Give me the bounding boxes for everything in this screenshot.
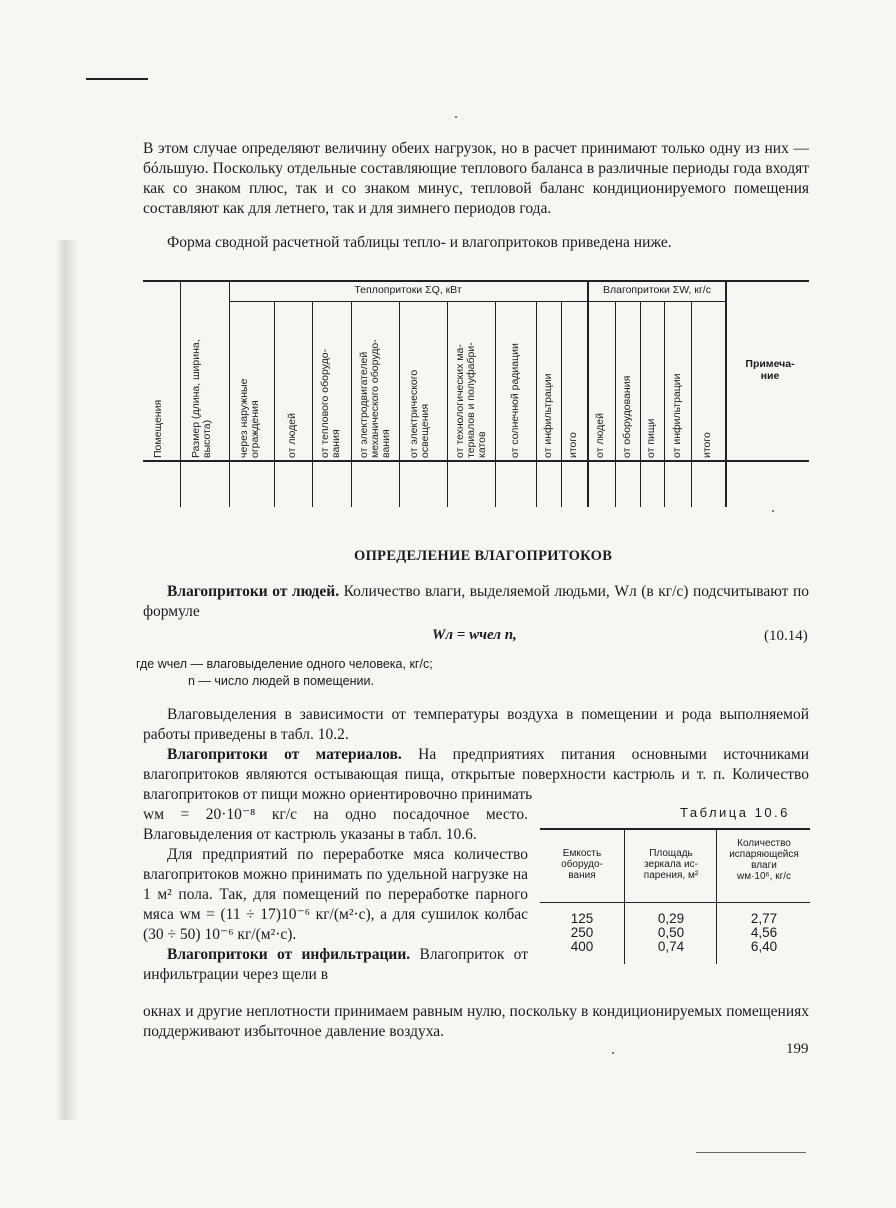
col-divider [399,302,400,507]
col-size-header: Размер (длина, ширина, высота) [190,339,213,458]
materials-paragraph [143,745,809,805]
table-10-6 [540,828,810,964]
col-moist-3: от пищи [645,418,657,458]
materials-wm-line: wм = 20·10⁻⁸ кг/с на одно посадочное место. Влаговыделения от кастрюль указаны в табл. 10.6. [143,806,528,843]
formula-wl: Wл = wчел n, [432,627,517,643]
bottom-rule [696,1152,806,1153]
materials-text: На предприятиях питания основными источниками влагопритоков являются остывающая пища, открытые поверхности кастрюль и т. п. Количество влагопритоков от пищи можно ориентировочно принимать [143,746,809,803]
group-heat-header: Теплопритоки ΣQ, кВт [354,284,462,296]
intro-p2: Форма сводной расчетной таблицы тепло- и влагопритоков приведена ниже. [167,234,672,251]
infiltration-lead: Влагопритоки от инфильтрации. [167,946,411,963]
col-heat-2: от людей [286,413,298,458]
section-heading: ОПРЕДЕЛЕНИЕ ВЛАГОПРИТОКОВ [354,548,613,564]
t106-row-2-moisture: 4,56 [750,925,778,940]
col-divider [615,302,616,507]
col-moist-5: итого [701,432,713,458]
col-divider [447,302,448,507]
materials-left-column [143,805,528,985]
t106-row-3-capacity: 400 [570,939,594,954]
top-rule [86,78,148,80]
col-moist-4: от инфильтрации [671,373,683,458]
t106-row-1-capacity: 125 [570,911,594,926]
legend-line-2: n — число людей в помещении. [188,674,374,688]
people-lead: Влагопритоки от людей. [167,583,340,600]
equation-number: (10.14) [764,628,808,644]
col-divider [561,302,562,507]
t106-header-capacity: Емкость оборудо- вания [561,848,603,881]
group-moisture-header: Влагопритоки ΣW, кг/с [603,284,711,296]
t106-row-2-capacity: 250 [570,925,594,940]
col-divider [664,302,665,507]
t106-row-1-area: 0,29 [657,911,685,926]
table-header-bottom-rule [143,460,809,462]
col-heat-9: итого [567,432,579,458]
t106-header-rule [540,902,810,903]
scan-speck [455,116,457,118]
infiltration-text-b: окнах и другие неплотности принимаем равным нулю, поскольку в кондиционируемых помещениях поддерживают избыточное давление воздуха. [143,1003,809,1040]
col-divider [180,280,181,507]
col-heat-1: через наружные ограждения [238,378,261,458]
t106-row-3-moisture: 6,40 [750,939,778,954]
materials-meat: Для предприятий по переработке мяса количество влагопритоков можно принимать по удельной нагрузке на 1 м² пола. Так, для помещений по переработке парного мяса wм = (11 ÷ 17)10⁻⁶ кг/(м²·с), а для сушилок колбас (30 ÷ 50) 10⁻⁶ кг/(м²·с). [143,846,528,943]
col-divider [587,280,589,507]
col-moist-1: от людей [594,413,606,458]
col-heat-8: от инфильтрации [542,373,554,458]
scan-speck [772,510,774,512]
infiltration-continued [143,1002,809,1042]
table-10-6-caption: Таблица 10.6 [680,805,790,820]
col-heat-3: от теплового оборудо- вания [319,348,342,458]
intro-paragraph-2 [143,233,809,253]
page-number: 199 [786,1041,809,1057]
t106-header-moisture: Количество испаряющейся влаги wм·10⁶, кг/с [729,838,799,882]
table-top-rule [143,280,809,282]
intro-paragraph [143,139,809,219]
col-moist-2: от оборудования [621,375,633,458]
people-text: Количество влаги, выделяемой людьми, Wл (в кг/с) подсчитывают по формуле [143,583,810,620]
col-room-header: Помещения [152,399,164,458]
col-heat-5: от электрического освещения [408,369,431,458]
scan-speck [612,1052,614,1054]
t106-col-divider [624,828,625,964]
col-divider [725,280,727,507]
col-divider [691,302,692,507]
col-divider [229,280,230,507]
t106-header-area: Площадь зеркала ис- парения, м² [643,848,699,881]
materials-lead: Влагопритоки от материалов. [167,746,402,763]
col-divider [495,302,496,507]
intro-p1: В этом случае определяют величину обеих нагрузок, но в расчет принимают только одну из них — бóльшую. Поскольку отдельные составляющие теплового баланса в различные периоды года входят как со знаком плюс, так и со знаком минус, тепловой баланс кондиционируемого помещения составляют как для летнего, так и для зимнего периодов года. [143,140,809,217]
t106-col-divider [716,828,717,964]
t106-row-3-area: 0,74 [657,939,685,954]
people-paragraph [143,582,809,622]
col-divider [536,302,537,507]
summary-table [143,280,809,507]
t106-top-rule [540,828,810,830]
t106-row-2-area: 0,50 [657,925,685,940]
legend-line-1: где wчел — влаговыделение одного человека, кг/с; [136,657,433,671]
col-heat-4: от электродвигателей механического оборудо- вания [358,339,392,458]
t106-row-1-moisture: 2,77 [750,911,778,926]
table-ref-text: Влаговыделения в зависимости от температуры воздуха в помещении и рода выполняемой работы приведены в табл. 10.2. [143,706,809,743]
col-divider [312,302,313,507]
table-ref-paragraph [143,705,809,745]
group-underline [229,301,727,302]
scan-edge-shadow [56,240,78,1120]
infiltration-text-a: Влагоприток от инфильтрации через щели в [143,946,528,983]
col-divider [640,302,641,507]
col-divider [274,302,275,507]
col-heat-6: от технологических ма- териалов и полуфабри- катов [454,342,488,458]
col-note-header: Примеча- ние [745,358,795,382]
formula-legend [136,656,433,690]
col-divider [351,302,352,507]
col-heat-7: от солнечной радиации [509,343,521,458]
